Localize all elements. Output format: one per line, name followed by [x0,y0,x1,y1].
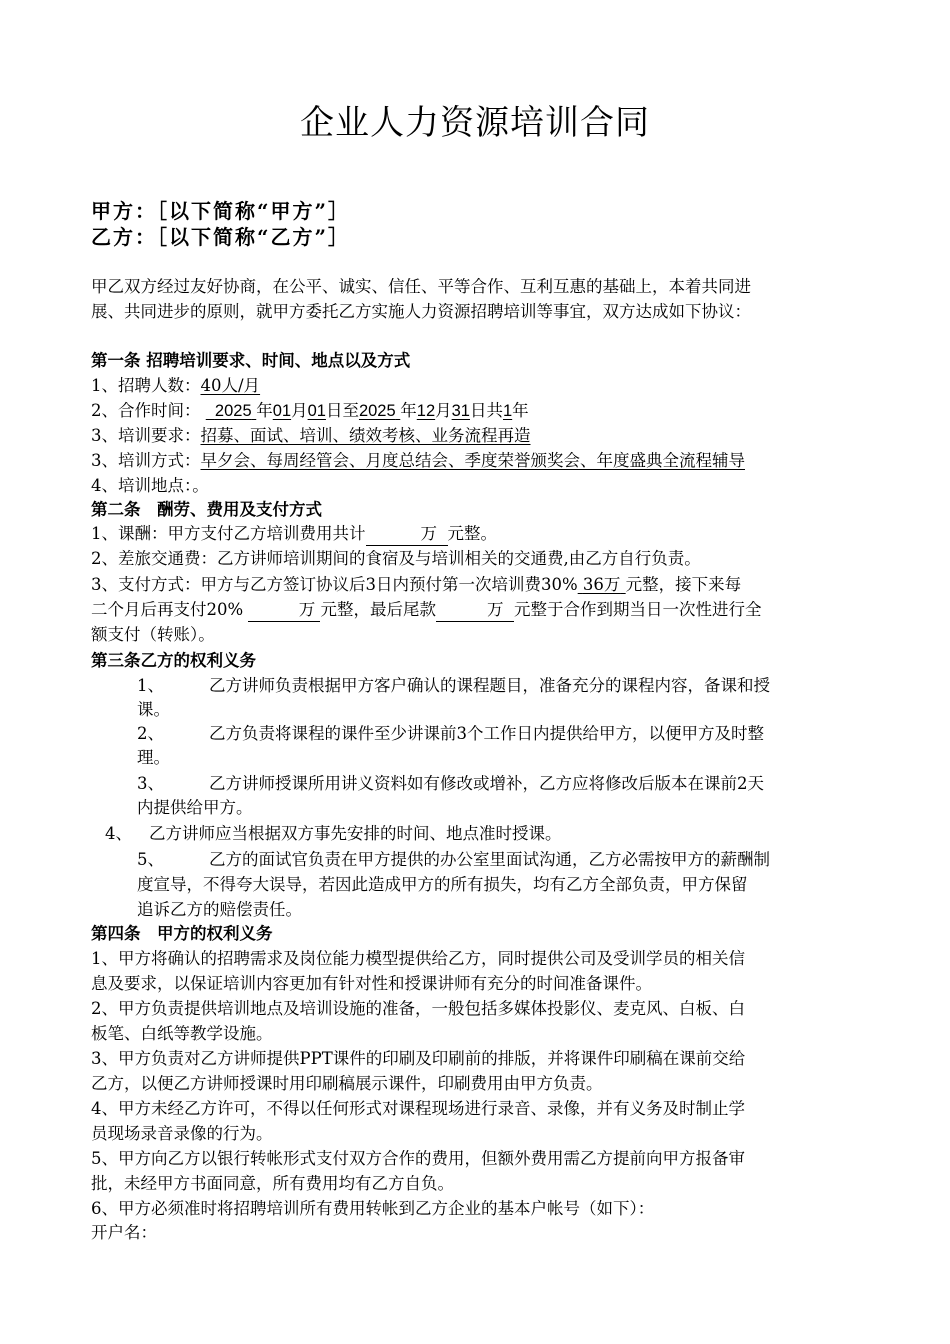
training-requirement-line [91,424,531,448]
account-name-line: 开户名： [91,1223,157,1242]
total-years: 1 [502,402,513,420]
art4-line: 批，未经甲方书面同意，所有费用均有乙方自负。 [91,1174,454,1193]
item-text: 乙方负责将课程的课件至少讲课前3个工作日内提供给甲方，以便甲方及时整 [209,724,764,743]
document-title: 企业人力资源培训合同 [300,103,650,143]
start-year: 2025 [214,402,252,420]
art4-line: 5、甲方向乙方以银行转帐形式支付双方合作的费用，但额外费用需乙方提前向甲方报备审 [91,1149,745,1168]
item-text: 乙方的面试官负责在甲方提供的办公室里面试沟通，乙方必需按甲方的薪酬制 [209,850,770,869]
end-month: 12 [416,402,436,420]
final-payment-unit: 万 [486,600,504,619]
time-label: 2、合作时间： [91,401,201,420]
fee-suffix: 元整。 [447,524,497,543]
month-char: 月 [291,401,308,420]
month-char: 月 [435,401,452,420]
art4-line: 2、甲方负责提供培训地点及培训设施的准备，一般包括多媒体投影仪、麦克风、白板、白 [91,999,745,1018]
intro-line-2: 展、共同进步的原则，就甲方委托乙方实施人力资源招聘培训等事宜，双方达成如下协议： [91,302,751,321]
payment-second-suffix: 元整于合作到期当日一次性进行全 [513,600,762,619]
article-2-heading: 第二条 酬劳、费用及支付方式 [91,500,322,519]
year-char: 年 [400,401,417,420]
item-text: 乙方讲师授课所用讲义资料如有修改或增补，乙方应将修改后版本在课前2天 [209,774,764,793]
art3-item-2-line-2: 理。 [137,748,170,767]
day-to-char: 日至 [325,401,359,420]
art4-line: 1、甲方将确认的招聘需求及岗位能力模型提供给乙方，同时提供公司及受训学员的相关信 [91,949,745,968]
travel-line: 2、差旅交通费：乙方讲师培训期间的食宿及与培训相关的交通费,由乙方自行负责。 [91,549,701,568]
payment-second-mid: 元整，最后尾款 [320,600,436,619]
payment-second-prefix: 二个月后再支付20% [91,600,244,619]
item-text: 乙方讲师负责根据甲方客户确认的课程题目，准备充分的课程内容，备课和授 [209,676,770,695]
requirement-label: 3、培训要求： [91,426,201,445]
day-total-char: 日共 [469,401,503,420]
article-4-heading: 第四条 甲方的权利义务 [91,924,273,943]
fee-blank[interactable] [366,523,448,546]
art4-line: 3、甲方负责对乙方讲师提供PPT课件的印刷及印刷前的排版，并将课件印刷稿在课前交给 [91,1049,746,1068]
art3-item-1-line-2: 课。 [137,700,170,719]
training-method-line [91,449,745,473]
second-payment-unit: 万 [298,600,316,619]
art4-line: 息及要求，以保证培训内容更加有针对性和授课讲师有充分的时间准备课件。 [91,974,652,993]
art4-line: 4、甲方未经乙方许可，不得以任何形式对课程现场进行录音、录像，并有义务及时制止学 [91,1099,745,1118]
item-number: 4、 [105,824,132,843]
payment-line-3: 额支付（转账）。 [91,625,215,644]
fee-unit: 万 [420,524,437,543]
party-b: 乙方：［以下简称“乙方”］ [91,225,351,249]
item-number: 1、 [137,676,164,695]
start-month: 01 [272,402,292,420]
payment-line-2 [91,598,761,622]
fee-line [91,522,497,546]
year-char: 年 [512,401,529,420]
start-day: 01 [307,402,326,420]
art3-item-2-line-1 [137,722,764,746]
party-a: 甲方：［以下简称“甲方”］ [91,199,351,223]
headcount-value: 40人/月 [200,376,261,395]
end-day: 31 [451,402,470,420]
item-number: 2、 [137,724,164,743]
art3-item-3-line-1 [137,772,764,796]
cooperation-time-line [91,399,529,423]
final-payment-blank[interactable] [436,599,514,622]
headcount-line [91,374,260,398]
payment-prefix: 3、支付方式：甲方与乙方签订协议后3日内预付第一次培训费30% [91,575,578,594]
item-number: 3、 [137,774,164,793]
first-payment-value: 36万 [582,575,621,594]
art3-item-1-line-1 [137,674,770,698]
method-value: 早夕会、每周经管会、月度总结会、季度荣誉颁奖会、年度盛典全流程辅导 [200,451,745,470]
art4-line: 乙方，以便乙方讲师授课时用印刷稿展示课件，印刷费用由甲方负责。 [91,1074,603,1093]
art3-item-5-line-1 [137,848,770,872]
article-1-heading: 第一条 招聘培训要求、时间、地点以及方式 [91,351,411,370]
end-year: 2025 [358,402,396,420]
article-3-heading: 第三条乙方的权利义务 [91,651,256,670]
payment-line-1 [91,573,741,597]
method-label: 3、培训方式： [91,451,201,470]
intro-line-1: 甲乙双方经过友好协商，在公平、诚实、信任、平等合作、互利互惠的基础上，本着共同进 [91,277,751,296]
year-char: 年 [256,401,273,420]
item-text: 乙方讲师应当根据双方事先安排的时间、地点准时授课。 [149,824,562,843]
art4-line: 员现场录音录像的行为。 [91,1124,273,1143]
art3-item-4-line-1 [105,822,562,846]
headcount-label: 1、招聘人数： [91,376,201,395]
art3-item-3-line-2: 内提供给甲方。 [137,798,253,817]
art4-line: 板笔、白纸等教学设施。 [91,1024,273,1043]
training-place-line: 4、培训地点：。 [91,476,209,495]
art4-line: 6、甲方必须准时将招聘培训所有费用转帐到乙方企业的基本户帐号（如下）： [91,1199,655,1218]
requirement-value: 招募、面试、培训、绩效考核、业务流程再造 [200,426,531,445]
payment-mid: 元整，接下来每 [625,575,742,594]
art3-item-5-line-2: 度宣导，不得夸大误导，若因此造成甲方的所有损失，均有乙方全部负责，甲方保留 [137,875,748,894]
art3-item-5-line-3: 追诉乙方的赔偿责任。 [137,900,302,919]
second-payment-blank[interactable] [248,599,320,622]
fee-prefix: 1、课酬：甲方支付乙方培训费用共计 [91,524,366,543]
item-number: 5、 [137,850,164,869]
